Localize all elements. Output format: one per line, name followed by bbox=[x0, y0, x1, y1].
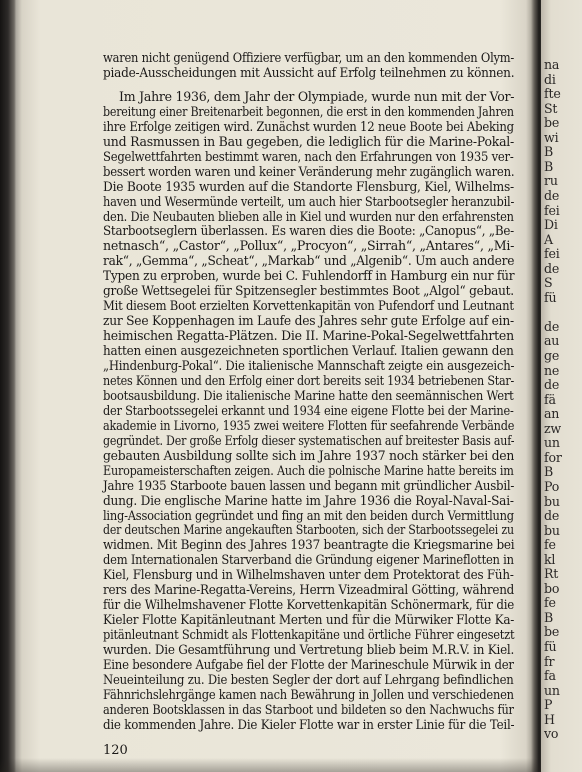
facing-page-fragment: B bbox=[544, 464, 554, 480]
text-line: Eine besondere Aufgabe fiel der Flotte der Marineschule Mürwik in der bbox=[103, 657, 514, 672]
facing-page-fragment: fa bbox=[544, 668, 556, 684]
text-line: gebauten Ausbildung sollte sich im Jahre 1937 noch stärker bei den bbox=[103, 447, 515, 463]
facing-page-fragment: fei bbox=[544, 246, 560, 262]
facing-page-fragment: au bbox=[544, 333, 560, 349]
facing-page-fragment: de bbox=[544, 260, 560, 276]
text-line: große Wettsegelei für Spitzensegler bestimmtes Boot „Algol“ gebaut. bbox=[103, 283, 514, 299]
facing-page-fragment: St bbox=[544, 100, 558, 116]
facing-page-fragment: bu bbox=[544, 493, 560, 509]
page-number: 120 bbox=[103, 743, 128, 758]
facing-page-fragment: na bbox=[544, 57, 560, 72]
facing-page-fragment: B bbox=[544, 158, 554, 174]
facing-page-fragment: A bbox=[544, 231, 553, 247]
text-line: der Starbootssegelei erkannt und 1934 eine eigene Flotte bei der Marine- bbox=[103, 402, 514, 418]
text-line: für die Wilhelmshavener Flotte Korvettenkapitän Schönermark, für die bbox=[103, 597, 515, 613]
facing-page-fragment: bu bbox=[544, 522, 560, 538]
facing-page-fragment: Po bbox=[544, 478, 560, 494]
text-line: waren nicht genügend Offiziere verfügbar, um an den kommenden Olym- bbox=[103, 50, 515, 65]
text-line: rak“, „Gemma“, „Scheat“, „Markab“ und „Algenib“. Um auch andere bbox=[103, 253, 515, 269]
facing-page-fragment: ge bbox=[544, 348, 560, 363]
text-line: Neueinteilung zu. Die besten Segler der dort auf Lehrgang befindlichen bbox=[103, 671, 514, 687]
text-line: rers des Marine-Regatta-Vereins, Herrn Vizeadmiral Götting, während bbox=[103, 582, 515, 598]
text-line: dem Internationalen Starverband die Gründung eigener Marineflotten in bbox=[103, 552, 514, 568]
facing-page-fragment: kl bbox=[544, 551, 556, 567]
text-line: netes Können und den Erfolg einer dort bereits seit 1934 betriebenen Star- bbox=[103, 372, 515, 388]
facing-page-fragment: an bbox=[544, 406, 560, 422]
facing-page-fragment: ru bbox=[544, 173, 558, 189]
facing-page-fragment: de bbox=[544, 187, 560, 203]
text-line: „Hindenburg-Pokal“. Die italienische Mannschaft zeigte ein ausgezeich- bbox=[103, 358, 515, 373]
text-line: und Rasmussen in Bau gegeben, die lediglich für die Marine-Pokal- bbox=[103, 133, 515, 149]
text-line: pitänleutnant Schmidt als Flottenkapitäne und örtliche Führer eingesetzt bbox=[103, 627, 515, 643]
facing-page-fragment: fä bbox=[544, 391, 556, 407]
facing-page-fragment: de bbox=[544, 508, 560, 524]
text-line: Starbootseglern überlassen. Es waren dies die Boote: „Canopus“, „Be- bbox=[103, 223, 514, 239]
text-line: Jahre 1935 Starboote bauen lassen und begann mit gründlicher Ausbil- bbox=[103, 477, 515, 493]
facing-page-fragment: ne bbox=[544, 362, 560, 378]
text-line: heimischen Regatta-Plätzen. Die II. Marine-Pokal-Segelwettfahrten bbox=[103, 328, 514, 344]
facing-page-fragment: S bbox=[544, 275, 553, 291]
text-line: anderen Bootsklassen in das Starboot und bildeten so den Nachwuchs für bbox=[103, 701, 514, 717]
text-line: zur See Koppenhagen im Laufe des Jahres sehr gute Erfolge auf ein- bbox=[103, 313, 514, 329]
facing-page-fragment: for bbox=[544, 449, 562, 465]
text-line: Kieler Flotte Kapitänleutnant Merten und für die Mürwiker Flotte Ka- bbox=[103, 612, 515, 628]
facing-page-fragment: bo bbox=[544, 580, 560, 596]
text-line: Fähnrichslehrgänge kamen nach Bewährung in Jollen und verschiedenen bbox=[103, 686, 514, 702]
text-line: ling-Association gegründet und fing an mit den beiden durch Vermittlung bbox=[103, 507, 514, 523]
text-line: bessert worden waren und keiner Veränderung mehr zugänglich waren. bbox=[103, 163, 515, 179]
facing-page-fragment: fte bbox=[544, 86, 561, 102]
text-line: bereitung einer Breitenarbeit begonnen, die erst in den kommenden Jahren bbox=[103, 103, 514, 119]
facing-page-fragment: wi bbox=[544, 129, 559, 145]
text-line: gegründet. Der große Erfolg dieser systematischen auf breitester Basis auf- bbox=[103, 432, 515, 448]
text-line: piade-Ausscheidungen mit Aussicht auf Erfolg teilnehmen zu können. bbox=[103, 64, 515, 80]
facing-page-fragment: fe bbox=[544, 537, 556, 553]
book-left-edge bbox=[0, 0, 16, 772]
text-line: widmen. Mit Beginn des Jahres 1937 beantragte die Kriegsmarine bei bbox=[103, 537, 515, 553]
text-line: Im Jahre 1936, dem Jahr der Olympiade, wurde nun mit der Vor- bbox=[119, 88, 515, 104]
text-line: der deutschen Marine angekauften Starbooten, sich der Starbootssegelei zu bbox=[103, 522, 514, 538]
facing-page-fragment: un bbox=[544, 682, 560, 698]
facing-page-edge bbox=[541, 0, 582, 772]
facing-page-fragment: fü bbox=[544, 639, 557, 654]
text-line: dung. Die englische Marine hatte im Jahre 1936 die Royal-Naval-Sai- bbox=[103, 492, 514, 508]
text-line: Die Boote 1935 wurden auf die Standorte Flensburg, Kiel, Wilhelms- bbox=[103, 178, 514, 194]
facing-page-fragment: H bbox=[544, 711, 555, 727]
facing-page-fragment: vo bbox=[544, 726, 559, 742]
text-line: die kommenden Jahre. Die Kieler Flotte war in erster Linie für die Teil- bbox=[103, 716, 515, 732]
text-line: bootsausbildung. Die italienische Marine hatte den seemännischen Wert bbox=[103, 387, 514, 403]
text-line: haven und Wesermünde verteilt, um auch hier Starbootsegler heranzubil- bbox=[103, 193, 515, 209]
text-line: den. Die Neubauten blieben alle in Kiel und wurden nur den erfahrensten bbox=[103, 208, 514, 224]
facing-page-fragment: un bbox=[544, 435, 560, 451]
text-line: ihre Erfolge zeitigen wird. Zunächst wurden 12 neue Boote bei Abeking bbox=[103, 118, 514, 134]
facing-page-fragment: fr bbox=[544, 653, 555, 669]
text-line: akademie in Livorno, 1935 zwei weitere Flotten für seefahrende Verbände bbox=[103, 417, 515, 433]
page-bottom-shadow bbox=[0, 758, 541, 772]
facing-page-fragment: fe bbox=[544, 595, 556, 611]
text-line: Mit diesem Boot erzielten Korvettenkapitän von Pufendorf und Leutnant bbox=[103, 298, 514, 314]
facing-page-fragment: de bbox=[544, 377, 560, 393]
facing-page-fragment: de bbox=[544, 318, 560, 334]
text-line: Kiel, Flensburg und in Wilhelmshaven unter dem Protektorat des Füh- bbox=[103, 567, 514, 583]
facing-page-fragment: B bbox=[544, 144, 554, 160]
text-line: netnasch“, „Castor“, „Pollux“, „Procyon“, „Sirrah“, „Antares“, „Mi- bbox=[103, 238, 515, 254]
facing-page-fragment: zw bbox=[544, 420, 562, 436]
facing-page-fragment: be bbox=[544, 115, 560, 131]
facing-page-fragment: Rt bbox=[544, 566, 559, 582]
text-line: Europameisterschaften zeigen. Auch die polnische Marine hatte bereits im bbox=[103, 462, 514, 478]
facing-page-fragment: di bbox=[544, 71, 556, 87]
facing-page-fragment: fü bbox=[544, 289, 557, 305]
facing-page-fragment: Di bbox=[544, 217, 558, 233]
text-line: Typen zu erproben, wurde bei C. Fuhlendorff in Hamburg ein nur für bbox=[103, 268, 515, 284]
text-line: hatten einen ausgezeichneten sportlichen Verlauf. Italien gewann den bbox=[103, 343, 514, 359]
text-line: Segelwettfahrten bestimmt waren, nach den Erfahrungen von 1935 ver- bbox=[103, 148, 514, 164]
facing-page-fragment: P bbox=[544, 697, 553, 713]
facing-page-fragment: be bbox=[544, 624, 560, 640]
text-line: wurden. Die Gesamtführung und Vertretung blieb beim M.R.V. in Kiel. bbox=[103, 642, 515, 658]
facing-page-fragment: fei bbox=[544, 202, 560, 218]
facing-page-fragment: B bbox=[544, 609, 554, 625]
